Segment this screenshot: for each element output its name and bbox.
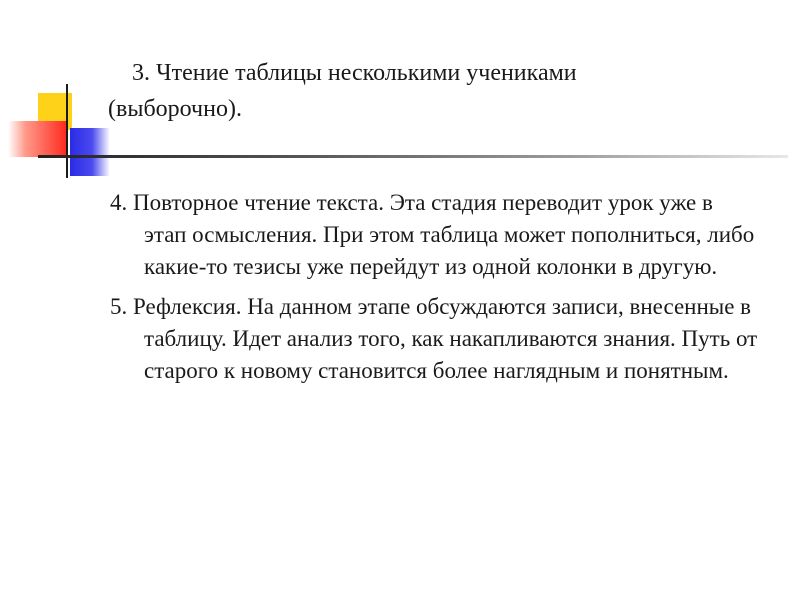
slide-title-line1: 3. Чтение таблицы несколькими учениками — [132, 60, 577, 86]
list-item-4: 4. Повторное чтение текста. Эта стадия переводит урок уже в этап осмысления. При этом таблица может пополниться, либо какие-то тезисы уже перейдут из одной колонки в другую. — [110, 190, 755, 279]
red-square-ornament — [8, 121, 66, 157]
list-item-5: 5. Рефлексия. На данном этапе обсуждаются записи, внесенные в таблицу. Идет анализ того, как накапливаются знания. Путь от старого к новому становится более наглядным и понятным. — [110, 294, 758, 383]
slide-title-line2: (выборочно). — [108, 96, 242, 122]
slide-body-list — [110, 187, 760, 395]
slide-title — [108, 55, 748, 127]
blue-square-ornament — [70, 128, 110, 176]
title-underline — [38, 155, 788, 158]
vertical-divider — [66, 84, 68, 178]
